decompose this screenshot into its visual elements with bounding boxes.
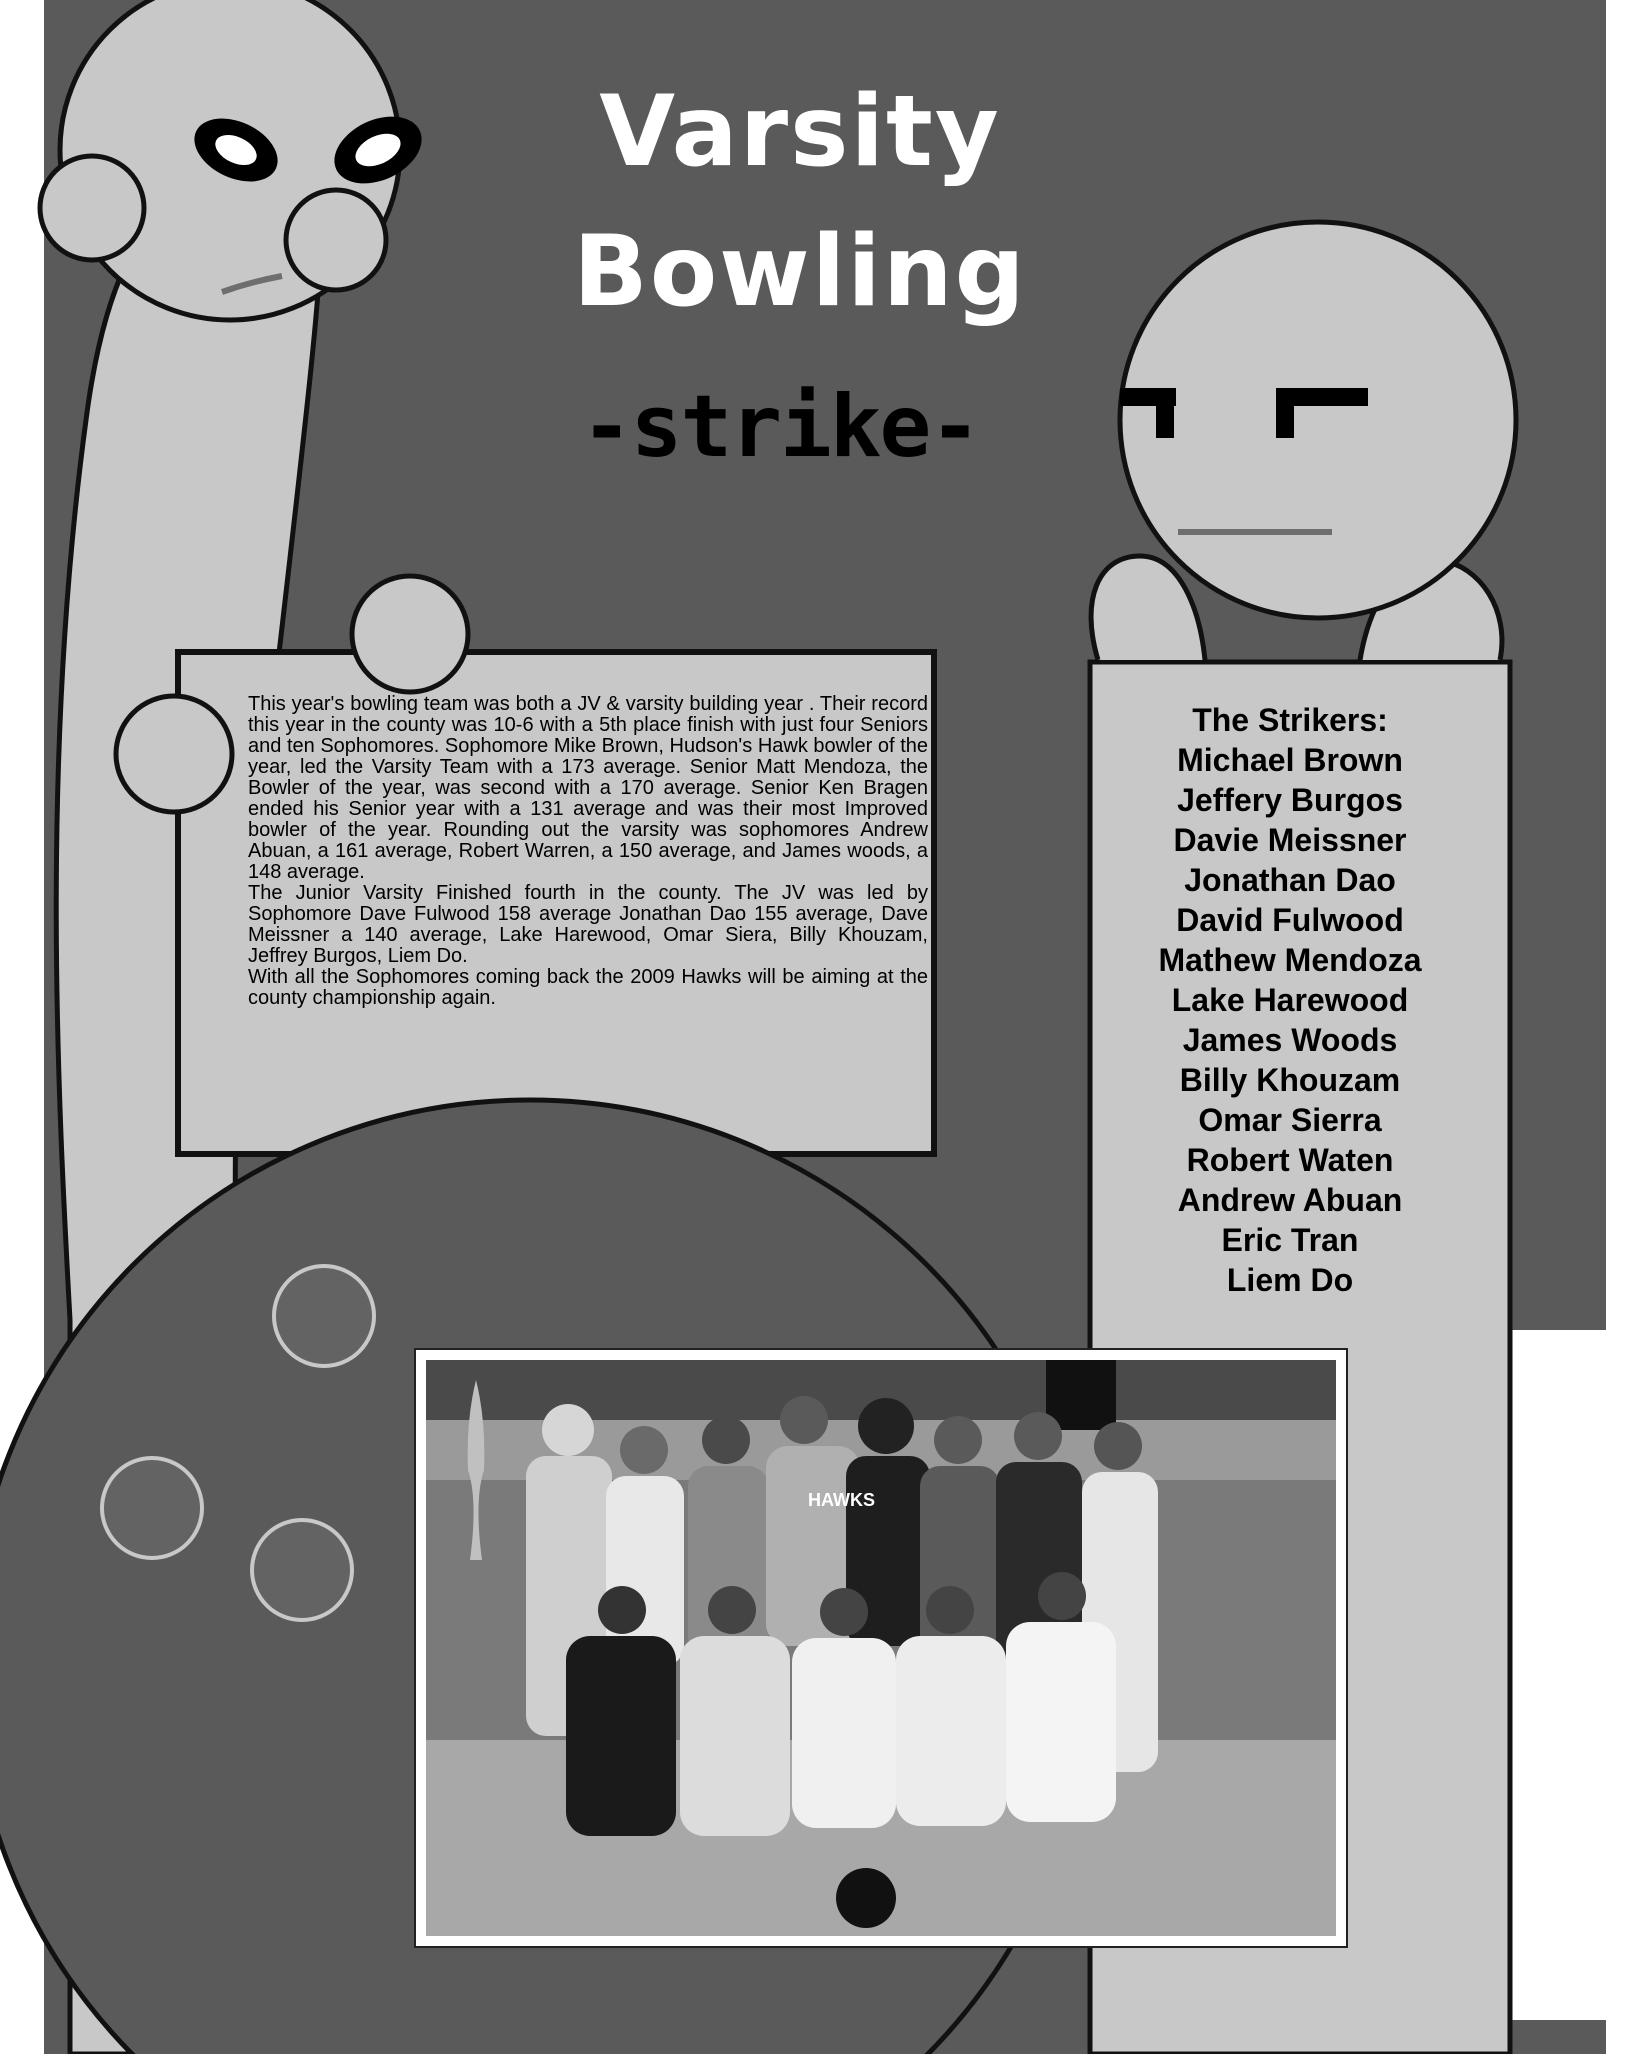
- roster-name: Eric Tran: [1221, 1222, 1359, 1258]
- roster-heading: The Strikers:: [1192, 702, 1388, 738]
- roster-name: Lake Harewood: [1171, 982, 1409, 1018]
- team-photo-frame: [414, 1348, 1348, 1948]
- roster-names: [1110, 740, 1470, 1300]
- page-subtitle: -strike-: [580, 377, 980, 477]
- roster-name: Jeffery Burgos: [1177, 782, 1403, 818]
- story-paragraph-1: This year's bowling team was both a JV & varsity building year . Their record this year in the county was 10-6 with a 5th place finish with just four Seniors and ten Sophomores. Sophomore Mike Brown, Hudson's Hawk bowler of the year, led the Varsity Team with a 173 average. Senior Matt Mendoza, the Bowler of the year, was second with a 170 average. Senior Ken Bragen ended his Senior year with a 131 average and was their most Improved bowler of the year. Rounding out the varsity was sophomores Andrew Abuan, a 161 average, Robert Warren, a 150 average, and James woods, a 148 average.: [248, 693, 928, 883]
- story-paragraph-2: The Junior Varsity Finished fourth in the county. The JV was led by Sophomore Dave Fulwood 158 average Jonathan Dao 155 average, Dave Meissner a 140 average, Lake Harewood, Omar Siera, Billy Khouzam, Jeffrey Burgos, Liem Do.: [248, 882, 928, 967]
- photo-bowling-ball: [836, 1868, 896, 1928]
- roster-name: Mathew Mendoza: [1158, 942, 1422, 978]
- roster-list: [1110, 700, 1470, 1300]
- story-paragraph-3: With all the Sophomores coming back the 2009 Hawks will be aiming at the county championship again.: [248, 966, 928, 1009]
- roster-name: Jonathan Dao: [1184, 862, 1396, 898]
- roster-name: Robert Waten: [1186, 1142, 1394, 1178]
- right-white-panel: [1510, 1330, 1606, 2020]
- finger-hole-2: [102, 1458, 202, 1558]
- right-pin-head: [1120, 222, 1516, 618]
- roster-name: Andrew Abuan: [1177, 1182, 1403, 1218]
- roster-name: Michael Brown: [1177, 742, 1403, 778]
- roster-name: Billy Khouzam: [1179, 1062, 1401, 1098]
- jersey-text: HAWKS: [808, 1490, 875, 1510]
- roster-name: Omar Sierra: [1198, 1102, 1382, 1138]
- roster-name: Liem Do: [1226, 1262, 1354, 1298]
- roster-name: Davie Meissner: [1173, 822, 1407, 858]
- team-photo: [426, 1360, 1336, 1936]
- roster-name: James Woods: [1182, 1022, 1398, 1058]
- roster-name: David Fulwood: [1176, 902, 1404, 938]
- thumb-hole: [252, 1520, 352, 1620]
- finger-hole-1: [274, 1266, 374, 1366]
- page-title-line2: Bowling: [573, 215, 1027, 329]
- story-text: [248, 694, 928, 1009]
- page-title-line1: Varsity: [599, 75, 1001, 189]
